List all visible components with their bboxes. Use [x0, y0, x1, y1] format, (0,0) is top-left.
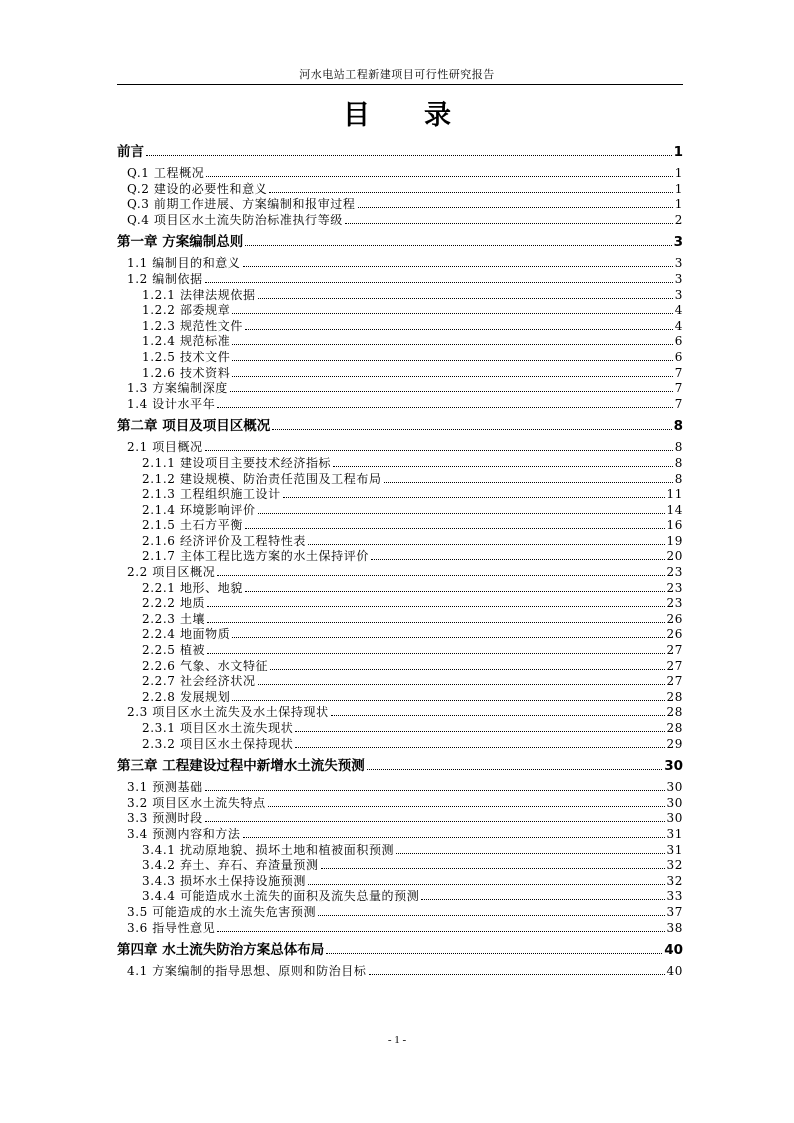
toc-entry[interactable]: [117, 397, 683, 413]
toc-entry-label: 1.3 方案编制深度: [127, 381, 228, 396]
toc-dot-leader: [217, 407, 672, 408]
toc-entry-page: 6: [674, 349, 683, 364]
toc-entry[interactable]: [117, 272, 683, 288]
toc-entry-label: 4.1 方案编制的指导思想、原则和防治目标: [127, 964, 367, 979]
toc-entry[interactable]: [117, 780, 683, 796]
toc-entry-page: 26: [666, 627, 683, 642]
toc-entry-label: 1.2.4 规范标准: [142, 334, 231, 349]
toc-entry[interactable]: [117, 197, 683, 213]
toc-entry[interactable]: [117, 905, 683, 921]
title-char-1: 目: [343, 100, 370, 131]
toc-entry-page: 27: [666, 674, 683, 689]
toc-entry[interactable]: [117, 440, 683, 456]
toc-entry[interactable]: [117, 182, 683, 198]
toc-entry-page: 30: [666, 811, 683, 826]
toc-dot-leader: [232, 700, 664, 701]
toc-entry-label: 第一章 方案编制总则: [117, 234, 244, 251]
toc-entry-label: 2.2.7 社会经济状况: [142, 674, 256, 689]
toc-entry[interactable]: [117, 456, 683, 472]
toc-entry[interactable]: [117, 612, 683, 628]
toc-entry-page: 32: [666, 858, 683, 873]
toc-entry-label: 前言: [117, 144, 144, 160]
toc-entry[interactable]: [117, 874, 683, 890]
toc-entry-page: 14: [666, 502, 683, 517]
toc-dot-leader: [230, 391, 673, 392]
toc-dot-leader: [205, 282, 673, 283]
toc-dot-leader: [205, 450, 673, 451]
toc-dot-leader: [258, 513, 665, 514]
toc-dot-leader: [207, 622, 664, 623]
toc-chapter-entry[interactable]: [117, 756, 683, 776]
toc-entry[interactable]: [117, 534, 683, 550]
toc-entry-label: 3.3 预测时段: [127, 811, 203, 826]
toc-entry-label: 2.1.7 主体工程比选方案的水土保持评价: [142, 549, 369, 564]
toc-entry-page: 30: [664, 758, 683, 775]
toc-entry-page: 16: [666, 518, 683, 533]
toc-entry-label: 2.2.5 植被: [142, 643, 206, 658]
toc-entry-page: 27: [666, 643, 683, 658]
toc-entry-page: 28: [666, 705, 683, 720]
toc-entry[interactable]: [117, 659, 683, 675]
toc-entry-label: 2.2.3 土壤: [142, 611, 206, 626]
toc-entry[interactable]: [117, 303, 683, 319]
toc-entry[interactable]: [117, 674, 683, 690]
toc-dot-leader: [384, 482, 673, 483]
toc-entry-label: 1.2.6 技术资料: [142, 365, 231, 380]
toc-dot-leader: [367, 769, 663, 770]
toc-entry-label: 2.2.1 地形、地貌: [142, 580, 243, 595]
toc-entry-page: 29: [666, 736, 683, 751]
toc-entry-label: 2.3.1 项目区水土流失现状: [142, 721, 294, 735]
toc-entry-page: 3: [673, 234, 683, 251]
toc-dot-leader: [146, 155, 672, 156]
toc-entry-label: 2.1 项目概况: [127, 440, 203, 455]
toc-dot-leader: [206, 176, 672, 177]
toc-entry[interactable]: [117, 921, 683, 937]
toc-entry-page: 28: [666, 721, 683, 735]
toc-entry-page: 7: [674, 381, 683, 396]
toc-entry-page: 2: [674, 212, 683, 227]
toc-entry[interactable]: [117, 565, 683, 581]
toc-dot-leader: [217, 575, 664, 576]
toc-entry-label: 2.1.5 土石方平衡: [142, 518, 243, 533]
toc-entry-page: 23: [666, 596, 683, 611]
toc-dot-leader: [371, 559, 665, 560]
toc-dot-leader: [232, 344, 672, 345]
toc-entry[interactable]: [117, 690, 683, 706]
toc-entry[interactable]: [117, 472, 683, 488]
toc-dot-leader: [245, 329, 673, 330]
toc-entry[interactable]: [117, 843, 683, 859]
toc-entry-label: 3.6 指导性意见: [127, 920, 216, 935]
toc-entry-label: Q.4 项目区水土流失防治标准执行等级: [127, 212, 343, 227]
toc-entry[interactable]: [117, 596, 683, 612]
toc-entry[interactable]: [117, 350, 683, 366]
toc-entry-page: 6: [674, 334, 683, 349]
toc-entry-page: 31: [666, 842, 683, 857]
toc-entry-label: 2.1.4 环境影响评价: [142, 502, 256, 517]
toc-entry-label: 第四章 水土流失防治方案总体布局: [117, 942, 325, 959]
toc-entry-label: 2.1.6 经济评价及工程特性表: [142, 533, 306, 548]
toc-entry-label: 3.4.1 扰动原地貌、损坏土地和植被面积预测: [142, 842, 395, 857]
toc-title: [0, 93, 794, 132]
toc-dot-leader: [232, 637, 664, 638]
toc-entry-page: 20: [666, 549, 683, 564]
toc-entry[interactable]: [117, 964, 683, 980]
toc-entry[interactable]: [117, 811, 683, 827]
toc-entry-page: 8: [674, 471, 683, 486]
toc-entry-label: 1.2.3 规范性文件: [142, 318, 243, 333]
toc-dot-leader: [268, 806, 665, 807]
toc-entry[interactable]: [117, 721, 683, 737]
toc-entry[interactable]: [117, 319, 683, 335]
toc-entry[interactable]: [117, 518, 683, 534]
toc-dot-leader: [345, 223, 673, 224]
toc-entry-label: 第二章 项目及项目区概况: [117, 418, 271, 435]
toc-entry[interactable]: [117, 858, 683, 874]
toc-dot-leader: [321, 868, 665, 869]
toc-dot-leader: [308, 544, 665, 545]
toc-entry-label: 3.4.3 损坏水土保持设施预测: [142, 873, 306, 888]
toc-entry-label: 1.2.5 技术文件: [142, 349, 231, 364]
toc-entry-label: Q.3 前期工作进展、方案编制和报审过程: [127, 197, 356, 212]
toc-entry-page: 31: [666, 826, 683, 841]
toc-entry-page: 38: [666, 920, 683, 935]
toc-chapter-entry[interactable]: [117, 416, 683, 436]
toc-entry-page: 23: [666, 580, 683, 595]
toc-entry-page: 33: [666, 889, 683, 904]
toc-dot-leader: [232, 376, 672, 377]
toc-dot-leader: [243, 837, 665, 838]
toc-entry-label: 1.4 设计水平年: [127, 396, 216, 411]
toc-dot-leader: [270, 669, 664, 670]
toc-entry-page: 7: [674, 396, 683, 411]
toc-dot-leader: [283, 497, 665, 498]
toc-dot-leader: [217, 931, 664, 932]
toc-chapter-entry[interactable]: [117, 940, 683, 960]
toc-entry[interactable]: [117, 334, 683, 350]
toc-dot-leader: [421, 899, 664, 900]
toc-entry-label: Q.2 建设的必要性和意义: [127, 181, 268, 196]
toc-entry-label: 2.2.4 地面物质: [142, 627, 231, 642]
toc-entry[interactable]: [117, 827, 683, 843]
toc-dot-leader: [205, 790, 665, 791]
toc-dot-leader: [396, 853, 664, 854]
toc-entry[interactable]: [117, 213, 683, 229]
toc-dot-leader: [258, 298, 673, 299]
toc-entry-page: 11: [666, 487, 683, 502]
toc-entry-label: 2.3.2 项目区水土保持现状: [142, 736, 294, 751]
toc-entry[interactable]: [117, 643, 683, 659]
toc-entry-label: 1.2.1 法律法规依据: [142, 287, 256, 302]
toc-chapter-entry[interactable]: [117, 142, 683, 162]
toc-entry-page: 40: [664, 942, 683, 959]
toc-entry[interactable]: [117, 366, 683, 382]
toc-entry-page: 27: [666, 658, 683, 673]
toc-entry[interactable]: [117, 737, 683, 753]
toc-dot-leader: [205, 821, 665, 822]
toc-entry-page: 26: [666, 611, 683, 626]
toc-entry-page: 1: [674, 181, 683, 196]
toc-entry[interactable]: [117, 705, 683, 721]
toc-dot-leader: [318, 915, 664, 916]
toc-dot-leader: [326, 953, 662, 954]
toc-dot-leader: [245, 245, 671, 246]
toc-entry-page: 7: [674, 365, 683, 380]
toc-entry[interactable]: [117, 889, 683, 905]
toc-entry-label: 1.2 编制依据: [127, 271, 203, 286]
toc-entry-label: 2.1.3 工程组织施工设计: [142, 487, 281, 502]
toc-entry-label: 2.1.2 建设规模、防治责任范围及工程布局: [142, 471, 382, 486]
toc-dot-leader: [207, 653, 664, 654]
toc-entry-page: 1: [674, 197, 683, 212]
toc-entry-page: 3: [674, 287, 683, 302]
toc-dot-leader: [358, 207, 673, 208]
toc-dot-leader: [331, 715, 665, 716]
toc-dot-leader: [269, 192, 672, 193]
page-number: - 1 -: [387, 1034, 407, 1046]
toc-entry-label: 2.2 项目区概况: [127, 565, 216, 580]
toc-dot-leader: [245, 591, 665, 592]
toc-entry-label: 3.4.4 可能造成水土流失的面积及流失总量的预测: [142, 889, 420, 904]
toc-entry[interactable]: [117, 288, 683, 304]
toc-entry-page: 1: [674, 166, 683, 180]
toc-entry-label: 2.1.1 建设项目主要技术经济指标: [142, 455, 332, 470]
toc-entry-page: 32: [666, 873, 683, 888]
toc-entry-page: 28: [666, 689, 683, 704]
toc-entry-label: 2.2.2 地质: [142, 596, 206, 611]
toc-entry-label: Q.1 工程概况: [127, 166, 205, 180]
toc-entry[interactable]: [117, 796, 683, 812]
toc-entry-page: 8: [674, 455, 683, 470]
toc-entry[interactable]: [117, 256, 683, 272]
toc-dot-leader: [369, 974, 665, 975]
toc-dot-leader: [207, 606, 664, 607]
toc-entry-label: 第三章 工程建设过程中新增水土流失预测: [117, 758, 365, 775]
toc-entry-label: 2.2.8 发展规划: [142, 689, 231, 704]
toc-dot-leader: [243, 266, 673, 267]
toc-entry-page: 19: [666, 533, 683, 548]
toc-entry-page: 37: [666, 904, 683, 919]
header-rule: [117, 84, 683, 85]
toc-dot-leader: [333, 466, 673, 467]
toc-dot-leader: [232, 360, 672, 361]
toc-entry[interactable]: [117, 581, 683, 597]
table-of-contents: [117, 142, 683, 980]
toc-dot-leader: [295, 731, 664, 732]
toc-entry-page: 23: [666, 565, 683, 580]
toc-entry-label: 2.2.6 气象、水文特征: [142, 658, 269, 673]
toc-chapter-entry[interactable]: [117, 232, 683, 252]
toc-entry-page: 8: [673, 418, 683, 435]
toc-entry-label: 3.4 预测内容和方法: [127, 826, 241, 841]
toc-dot-leader: [232, 313, 672, 314]
toc-entry-page: 3: [674, 256, 683, 271]
toc-entry-label: 3.2 项目区水土流失特点: [127, 795, 266, 810]
toc-entry[interactable]: [117, 503, 683, 519]
toc-entry-page: 30: [666, 780, 683, 795]
toc-dot-leader: [272, 429, 671, 430]
toc-entry-page: 4: [674, 303, 683, 318]
toc-entry-label: 2.3 项目区水土流失及水土保持现状: [127, 705, 329, 720]
toc-entry-label: 3.4.2 弃土、弃石、弃渣量预测: [142, 858, 319, 873]
running-header: 河水电站工程新建项目可行性研究报告: [299, 68, 495, 81]
toc-entry-label: 1.1 编制目的和意义: [127, 256, 241, 271]
toc-entry-label: 3.5 可能造成的水土流失危害预测: [127, 904, 317, 919]
toc-entry-page: 40: [666, 964, 683, 979]
toc-entry-label: 1.2.2 部委规章: [142, 303, 231, 318]
toc-entry[interactable]: [117, 166, 683, 182]
toc-dot-leader: [295, 747, 664, 748]
toc-dot-leader: [258, 684, 665, 685]
toc-entry-page: 4: [674, 318, 683, 333]
toc-entry-page: 3: [674, 271, 683, 286]
toc-entry-page: 8: [674, 440, 683, 455]
toc-dot-leader: [308, 884, 665, 885]
toc-entry-page: 1: [673, 144, 683, 160]
toc-entry-page: 30: [666, 795, 683, 810]
toc-dot-leader: [245, 528, 665, 529]
toc-entry[interactable]: [117, 549, 683, 565]
toc-entry[interactable]: [117, 381, 683, 397]
toc-entry[interactable]: [117, 487, 683, 503]
title-char-2: 录: [424, 100, 451, 131]
toc-entry[interactable]: [117, 627, 683, 643]
toc-entry-label: 3.1 预测基础: [127, 780, 203, 795]
